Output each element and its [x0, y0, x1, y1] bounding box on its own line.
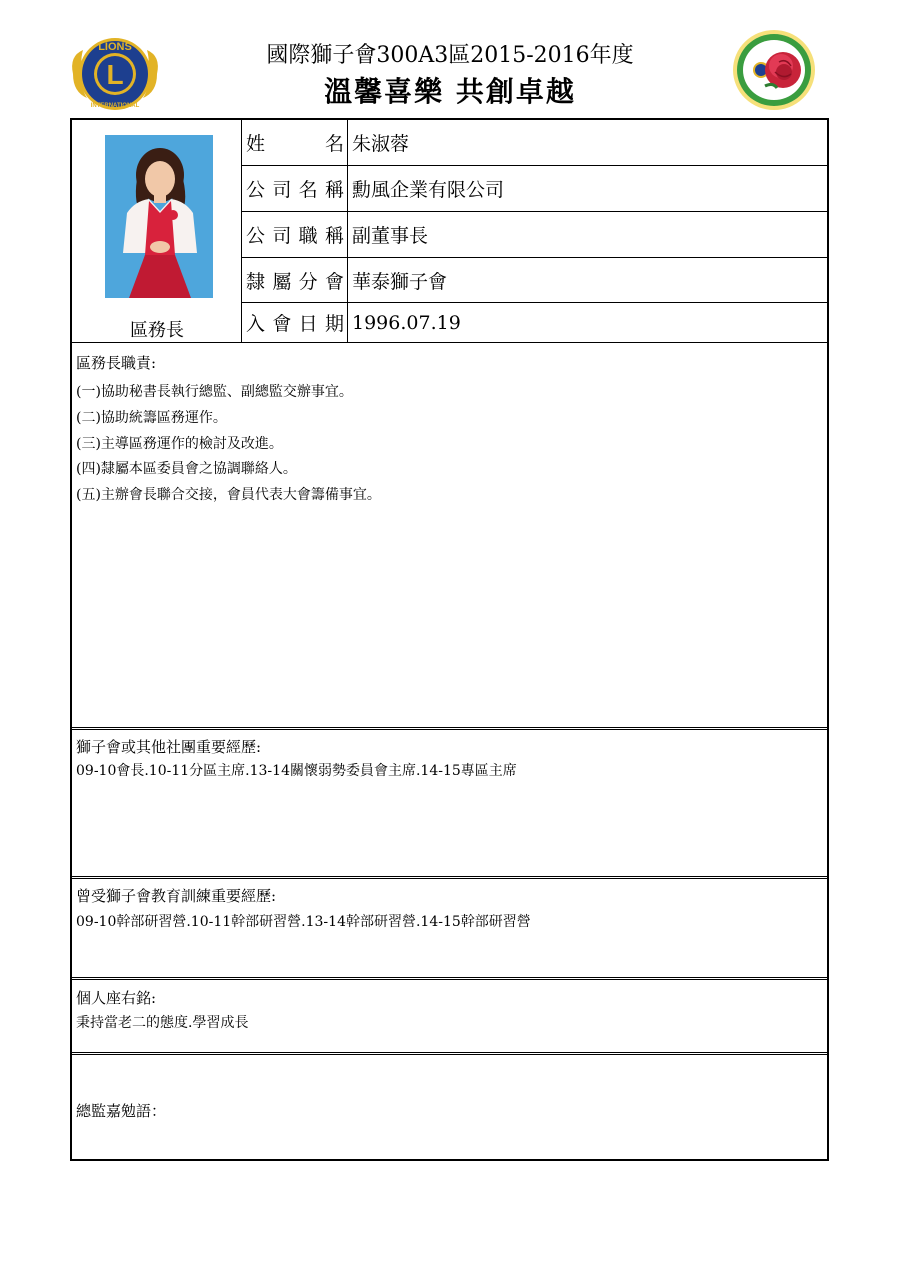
field-label: 隸 屬 分 會	[242, 258, 348, 302]
photo-caption: 區務長	[130, 320, 184, 341]
header-title-line1: 國際獅子會300A3區2015-2016年度	[266, 43, 634, 68]
svg-text:L: L	[106, 59, 124, 90]
divider	[72, 876, 827, 879]
training-text: 09-10幹部研習營.10-11幹部研習營.13-14幹部研習營.14-15幹部研習營	[76, 914, 531, 930]
field-label: 公 司 職 稱	[242, 212, 348, 257]
field-value: 勳風企業有限公司	[352, 179, 505, 201]
district-rose-logo	[731, 28, 817, 112]
experience-label: 獅子會或其他社團重要經歷:	[76, 738, 262, 756]
duty-item: (一)協助秘書長執行總監、副總監交辦事宜。	[76, 384, 353, 400]
field-row-company	[242, 166, 829, 212]
field-label: 公 司 名 稱	[242, 166, 348, 211]
field-label: 姓 名	[242, 120, 348, 165]
divider	[72, 977, 827, 980]
divider	[72, 342, 827, 343]
duty-item: (五)主辦會長聯合交接，會員代表大會籌備事宜。	[76, 487, 381, 503]
header-title-line2: 溫馨喜樂 共創卓越	[324, 75, 576, 108]
duty-item: (二)協助統籌區務運作。	[76, 410, 227, 426]
motto-label: 個人座右銘:	[76, 989, 157, 1007]
field-row-name	[242, 120, 829, 166]
member-photo	[105, 135, 213, 298]
motto-text: 秉持當老二的態度.學習成長	[76, 1015, 249, 1031]
field-value: 1996.07.19	[352, 311, 461, 334]
divider	[72, 727, 827, 730]
field-label: 入 會 日 期	[242, 303, 348, 342]
duties-label: 區務長職責:	[76, 354, 157, 372]
field-value: 朱淑蓉	[352, 133, 410, 155]
profile-sheet	[70, 118, 829, 1161]
duty-item: (三)主導區務運作的檢討及改進。	[76, 436, 283, 452]
training-label: 曾受獅子會教育訓練重要經歷:	[76, 887, 277, 905]
duty-item: (四)隸屬本區委員會之協調聯絡人。	[76, 461, 297, 477]
field-row-join-date	[242, 303, 829, 342]
divider	[72, 1052, 827, 1055]
field-row-position	[242, 212, 829, 258]
svg-text:INTERNATIONAL: INTERNATIONAL	[90, 103, 140, 109]
field-row-club	[242, 258, 829, 303]
experience-text: 09-10會長.10-11分區主席.13-14關懷弱勢委員會主席.14-15專區主席	[76, 763, 517, 779]
field-value: 華泰獅子會	[352, 270, 448, 293]
svg-text:LIONS: LIONS	[98, 41, 132, 53]
photo-cell	[72, 120, 242, 342]
field-value: 副董事長	[352, 225, 429, 247]
lions-international-logo	[69, 28, 161, 120]
governor-label: 總監嘉勉語：	[76, 1102, 167, 1120]
